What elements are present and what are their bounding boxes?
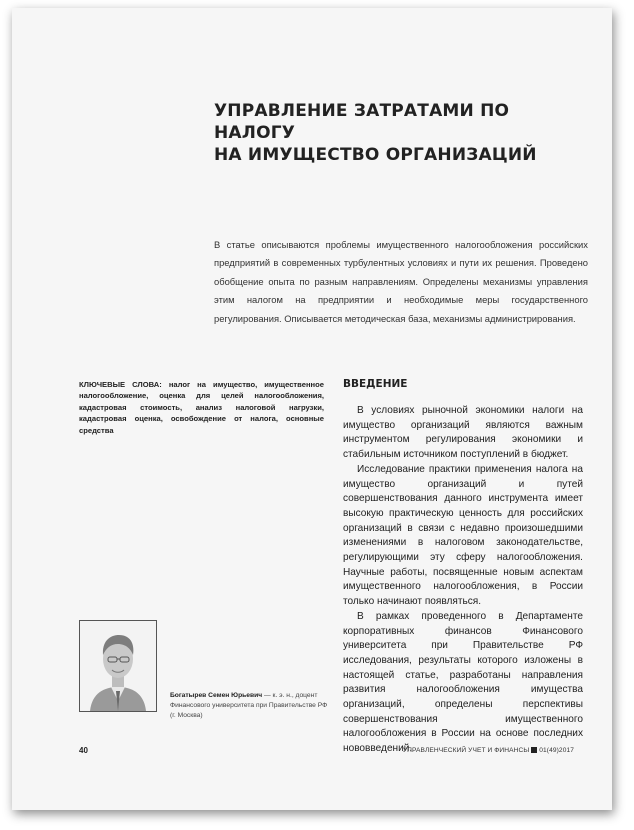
- article-title-line-1: УПРАВЛЕНИЕ ЗАТРАТАМИ ПО НАЛОГУ: [214, 101, 510, 143]
- journal-page: [12, 8, 612, 810]
- keywords-label: КЛЮЧЕВЫЕ СЛОВА:: [79, 380, 162, 389]
- journal-issue: 01(49)2017: [539, 747, 574, 754]
- article-title-line-2: НА ИМУЩЕСТВО ОРГАНИЗАЦИЙ: [214, 145, 537, 165]
- square-separator-icon: [531, 747, 537, 753]
- author-photo: [79, 620, 157, 712]
- page-number: 40: [79, 746, 88, 755]
- keywords-text: налог на имущество, имущественное налогообложение, оценка для целей налогообложения, кадастровая стоимость, анализ налоговой нагрузки, кадастровая оценка, освобождение от налога, основные средства: [79, 380, 324, 435]
- journal-footer: [403, 747, 574, 754]
- author-name: Богатырев Семен Юрьевич: [170, 692, 263, 699]
- journal-name: УПРАВЛЕНЧЕСКИЙ УЧЕТ И ФИНАНСЫ: [402, 747, 530, 754]
- author-portrait-illustration: [80, 621, 156, 711]
- keywords-block: [79, 379, 324, 436]
- introduction-body: [343, 404, 583, 757]
- introduction-paragraph: В условиях рыночной экономики налоги на имущество организаций являются важным инструментом регулирования экономики и стабильным источником поступлений в бюджет.: [343, 405, 583, 461]
- introduction-paragraph: В рамках проведенного в Департаменте корпоративных финансов Финансового университета при Правительстве РФ исследования, результаты которого изложены в настоящей статье, разработаны направления развития налогообложения имущества организаций, определены перспективы совершенствования имущественного налогообложения в России на основе последних нововведений.: [343, 610, 583, 755]
- author-info: [170, 691, 330, 722]
- article-abstract: В статье описываются проблемы имущественного налогообложения российских предприятий в современных турбулентных условиях и пути их решения. Проведено обобщение опыта по разным направлениям. Определены механизмы управления этим налогом на предприятии и необходимые меры государственного регулирования. Описывается методическая база, механизмы администрирования.: [214, 239, 588, 324]
- introduction-paragraph: Исследование практики применения налога на имущество организаций и путей совершенствования данного инструмента имеет высокую практическую ценность для российских организаций в связи с недавно произошедшими изменениями в налоговом законодательстве, регулирующими эту сферу налогообложения. Научные работы, посвященные новым аспектам имущественного налогообложения, в России только начинают появляться.: [343, 463, 583, 608]
- author-details: — к. э. н., доцент Финансового университета при Правительстве РФ (г. Москва): [170, 692, 328, 720]
- introduction-heading: ВВЕДЕНИЕ: [343, 378, 408, 390]
- article-title: [214, 100, 594, 166]
